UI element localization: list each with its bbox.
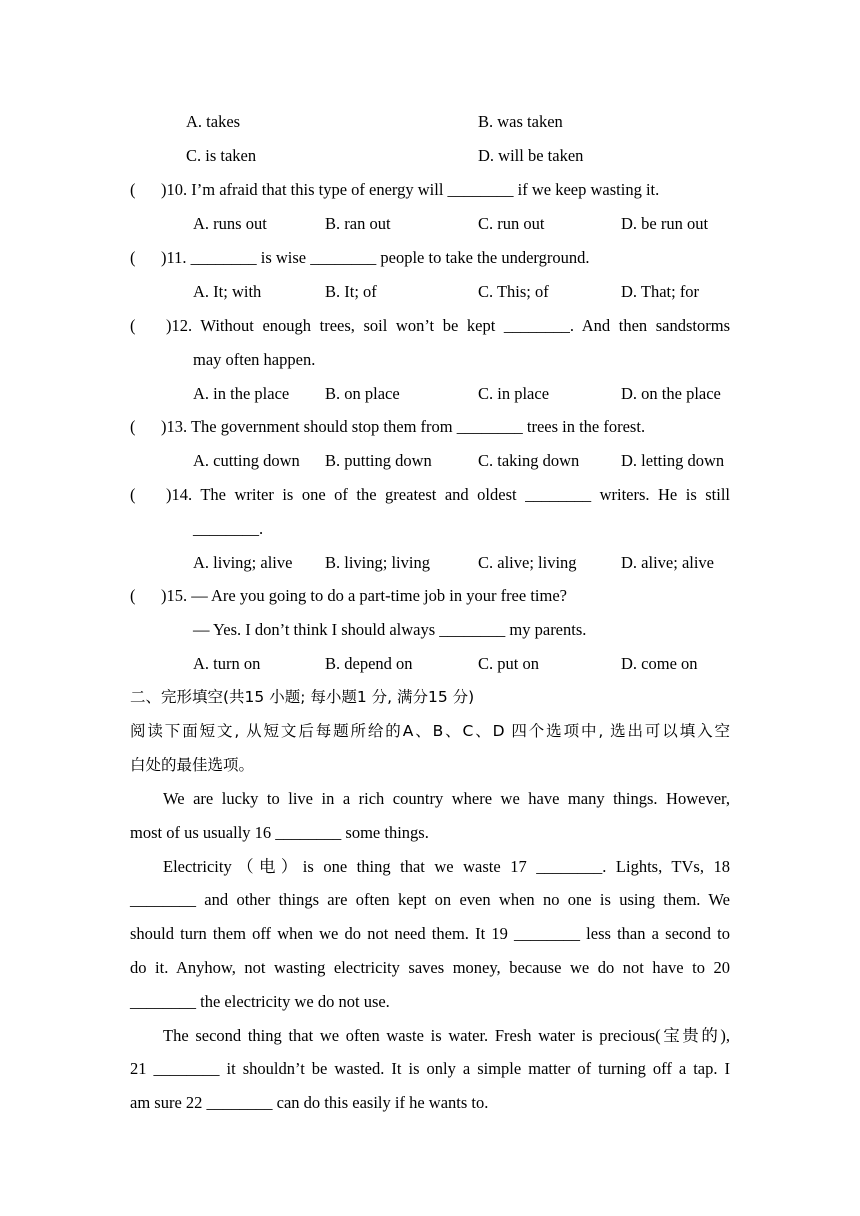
q11-option-d: D. That; for — [621, 282, 700, 301]
passage-p2-line1: Electricity（电）is one thing that we waste 17 ________. Lights, TVs, 18 — [163, 857, 730, 876]
q14-answer-paren: ( — [130, 485, 136, 504]
q9-option-b: B. was taken — [478, 112, 563, 131]
q13-option-b: B. putting down — [325, 451, 432, 470]
q10-option-a: A. runs out — [193, 214, 267, 233]
section2-instruction-line2: 白处的最佳选项。 — [130, 756, 255, 774]
q14-option-a: A. living; alive — [193, 553, 293, 572]
passage-p3-line2: 21 ________ it shouldn’t be wasted. It is only a simple matter of turning off a tap. I — [130, 1059, 730, 1078]
passage-p2-line3: should turn them off when we do not need them. It 19 ________ less than a second to — [130, 924, 730, 943]
q14-stem-line2: ________. — [193, 519, 264, 538]
q13-option-c: C. taking down — [478, 451, 580, 470]
q11-answer-paren: ( — [130, 248, 136, 267]
q15-answer-paren: ( — [130, 586, 136, 605]
q9-option-a: A. takes — [186, 112, 241, 131]
passage-p1-line2: most of us usually 16 ________ some things. — [130, 823, 429, 842]
passage-p2-line4: do it. Anyhow, not wasting electricity saves money, because we do not have to 20 — [130, 958, 730, 977]
q11-option-a: A. It; with — [193, 282, 262, 301]
passage-p2-line2: ________ and other things are often kept on even when no one is using them. We — [130, 890, 730, 909]
q15-option-d: D. come on — [621, 654, 698, 673]
passage-p3-line3: am sure 22 ________ can do this easily if he wants to. — [130, 1093, 489, 1112]
q10-option-b: B. ran out — [325, 214, 391, 233]
q14-option-c: C. alive; living — [478, 553, 577, 572]
q12-option-a: A. in the place — [193, 384, 290, 403]
q11-option-b: B. It; of — [325, 282, 377, 301]
q14-option-b: B. living; living — [325, 553, 430, 572]
q13-option-a: A. cutting down — [193, 451, 300, 470]
passage-p3-line1: The second thing that we often waste is water. Fresh water is precious(宝贵的), — [163, 1026, 730, 1045]
q9-option-c: C. is taken — [186, 146, 257, 165]
q15-stem-line2: — Yes. I don’t think I should always ________ my parents. — [193, 620, 587, 639]
q10-answer-paren: ( — [130, 180, 136, 199]
q13-stem: )13. The government should stop them from ________ trees in the forest. — [161, 417, 646, 436]
section2-heading: 二、完形填空(共15 小题; 每小题1 分, 满分15 分) — [130, 688, 475, 706]
q15-option-b: B. depend on — [325, 654, 413, 673]
q10-option-d: D. be run out — [621, 214, 709, 233]
q14-stem-line1: )14. The writer is one of the greatest and oldest ________ writers. He is still — [166, 485, 730, 504]
q11-option-c: C. This; of — [478, 282, 549, 301]
q14-option-d: D. alive; alive — [621, 553, 715, 572]
q15-option-c: C. put on — [478, 654, 539, 673]
q12-answer-paren: ( — [130, 316, 136, 335]
q10-stem: )10. I’m afraid that this type of energy will ________ if we keep wasting it. — [161, 180, 660, 199]
passage-p1-line1: We are lucky to live in a rich country where we have many things. However, — [163, 789, 730, 808]
section2-instruction-line1: 阅读下面短文, 从短文后每题所给的A、B、C、D 四个选项中, 选出可以填入空 — [130, 722, 730, 740]
q12-option-d: D. on the place — [621, 384, 721, 403]
q9-option-d: D. will be taken — [478, 146, 584, 165]
q12-option-b: B. on place — [325, 384, 400, 403]
q12-stem-line2: may often happen. — [193, 350, 316, 369]
q13-option-d: D. letting down — [621, 451, 725, 470]
passage-p2-line5: ________ the electricity we do not use. — [130, 992, 390, 1011]
q12-option-c: C. in place — [478, 384, 550, 403]
q15-option-a: A. turn on — [193, 654, 261, 673]
q15-stem-line1: )15. — Are you going to do a part-time job in your free time? — [161, 586, 567, 605]
q13-answer-paren: ( — [130, 417, 136, 436]
q12-stem-line1: )12. Without enough trees, soil won’t be kept ________. And then sandstorms — [166, 316, 730, 335]
q10-option-c: C. run out — [478, 214, 545, 233]
q11-stem: )11. ________ is wise ________ people to take the underground. — [161, 248, 590, 267]
